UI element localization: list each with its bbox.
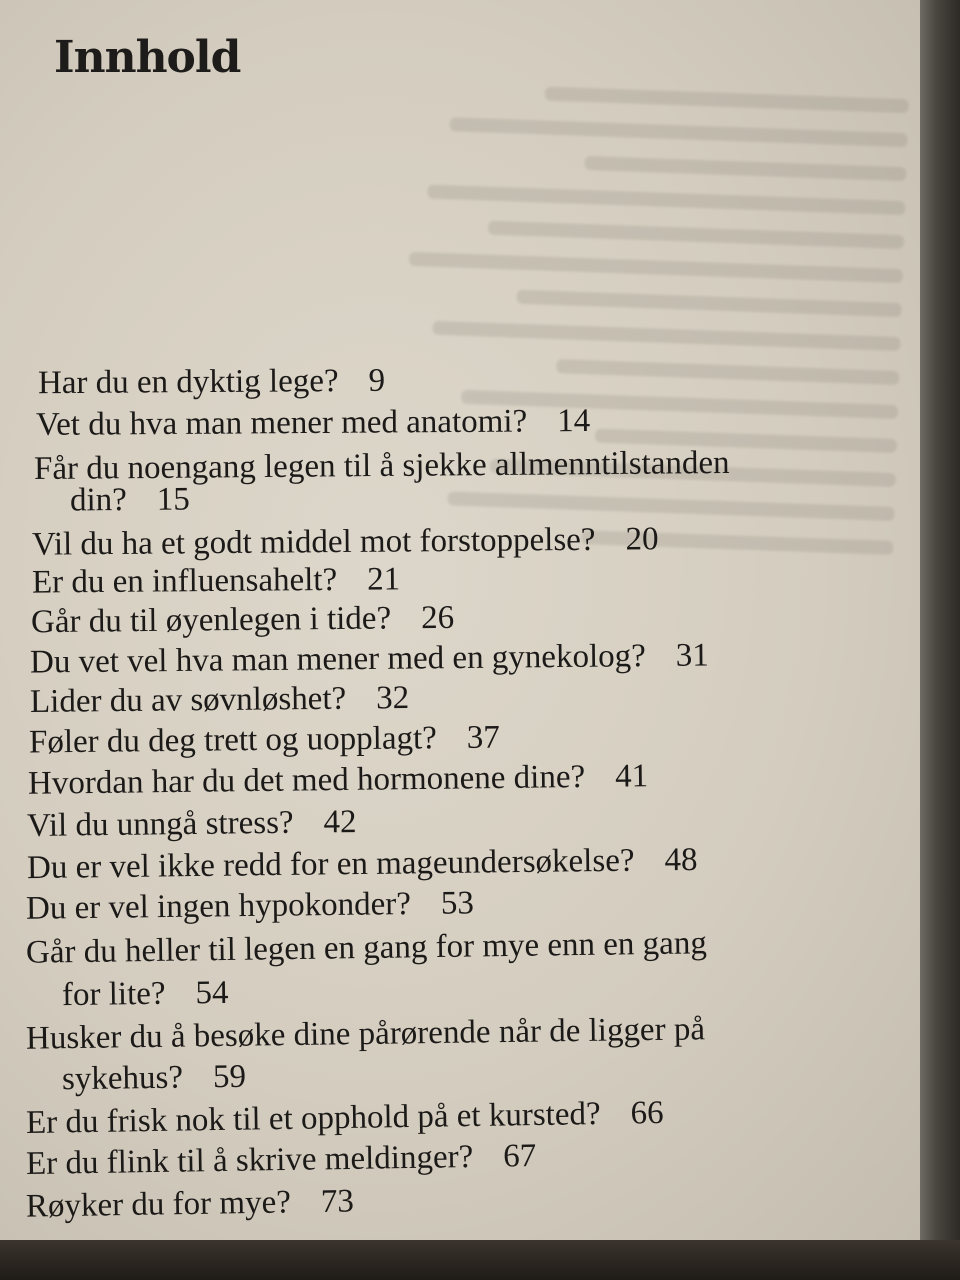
toc-entry[interactable] (34, 445, 730, 487)
toc-entry-title: Føler du deg trett og uopplagt? (28, 720, 438, 761)
toc-entry-title: Du er vel ingen hypokonder? (25, 886, 412, 927)
toc-entry-title: Får du noengang legen til å sjekke allmenntilstanden (33, 444, 730, 488)
toc-entry-continuation[interactable] (62, 975, 229, 1013)
toc-entry-title: Går du til øyenlegen i tide? (30, 600, 392, 641)
toc-entry-title: Vet du hva man mener med anatomi? (35, 403, 528, 443)
toc-entry[interactable] (32, 561, 400, 600)
toc-entry-title: Er du flink til å skrive meldinger? (25, 1138, 474, 1183)
toc-entry-title: Husker du å besøke dine pårørende når de ligger på (25, 1011, 706, 1057)
toc-entry[interactable] (27, 804, 357, 844)
toc-entry-continuation[interactable] (70, 481, 190, 518)
toc-entry[interactable] (28, 758, 649, 802)
contents-heading: Innhold (54, 32, 241, 83)
toc-entry-title: Vil du ha et godt middel mot forstoppelse? (31, 521, 596, 563)
toc-entry[interactable] (26, 925, 707, 971)
toc-entry[interactable] (26, 885, 474, 926)
toc-entry-page: 15 (156, 481, 190, 518)
toc-entry-page: 53 (440, 885, 475, 922)
toc-entry[interactable] (26, 1183, 354, 1224)
toc-entry-title: Du vet vel hva man mener med en gynekolog? (29, 638, 646, 681)
toc-entry-page: 41 (614, 758, 649, 795)
toc-entry-page: 14 (557, 403, 591, 440)
toc-entry-title: Røyker du for mye? (25, 1184, 292, 1225)
toc-entry[interactable] (26, 1095, 664, 1141)
toc-entry-title: Lider du av søvnløshet? (29, 680, 347, 720)
page-bottom-shadow (0, 1240, 960, 1280)
toc-entry-continuation[interactable] (62, 1059, 246, 1098)
toc-entry[interactable] (30, 680, 410, 720)
toc-entry-page: 9 (368, 362, 386, 399)
toc-entry-page: 48 (664, 841, 698, 879)
toc-entry-title: for lite? (61, 975, 166, 1014)
toc-entry[interactable] (38, 363, 385, 401)
toc-entry-page: 54 (195, 974, 229, 1012)
toc-entry[interactable] (26, 1011, 705, 1056)
toc-entry-page: 59 (212, 1058, 247, 1096)
toc-entry-page: 26 (420, 599, 455, 637)
toc-entry[interactable] (31, 600, 454, 640)
toc-entry[interactable] (36, 403, 590, 443)
toc-entry-title: Har du en dyktig lege? (37, 363, 339, 402)
toc-entry-page: 67 (502, 1137, 537, 1175)
toc-entry-page: 21 (366, 561, 401, 598)
toc-entry[interactable] (32, 521, 659, 562)
toc-entry[interactable] (29, 720, 500, 761)
toc-entry-page: 66 (630, 1094, 664, 1132)
toc-entry-title: Går du heller til legen en gang for mye enn en gang (25, 925, 708, 971)
toc-entry-page: 32 (375, 680, 410, 717)
toc-entry-title: Vil du unngå stress? (26, 804, 294, 845)
toc-entry-page: 20 (625, 521, 659, 558)
toc-entry[interactable] (27, 842, 698, 886)
toc-entry-title: Du er vel ikke redd for en mageundersøkelse? (26, 842, 635, 887)
toc-entry-title: sykehus? (61, 1059, 184, 1098)
toc-entry-page: 37 (466, 719, 501, 756)
toc-entry-title: Er du en influensahelt? (31, 561, 338, 601)
toc-entry-page: 31 (675, 637, 709, 674)
book-edge (920, 0, 960, 1280)
toc-entry[interactable] (30, 637, 709, 680)
toc-entry-page: 42 (323, 803, 357, 841)
toc-entry-page: 73 (320, 1183, 355, 1220)
toc-entry[interactable] (26, 1138, 537, 1182)
toc-entry-title: Hvordan har du det med hormonene dine? (27, 758, 586, 802)
toc-entry-title: din? (69, 482, 127, 519)
toc-entry-title: Er du frisk nok til et opphold på et kursted? (25, 1095, 601, 1142)
